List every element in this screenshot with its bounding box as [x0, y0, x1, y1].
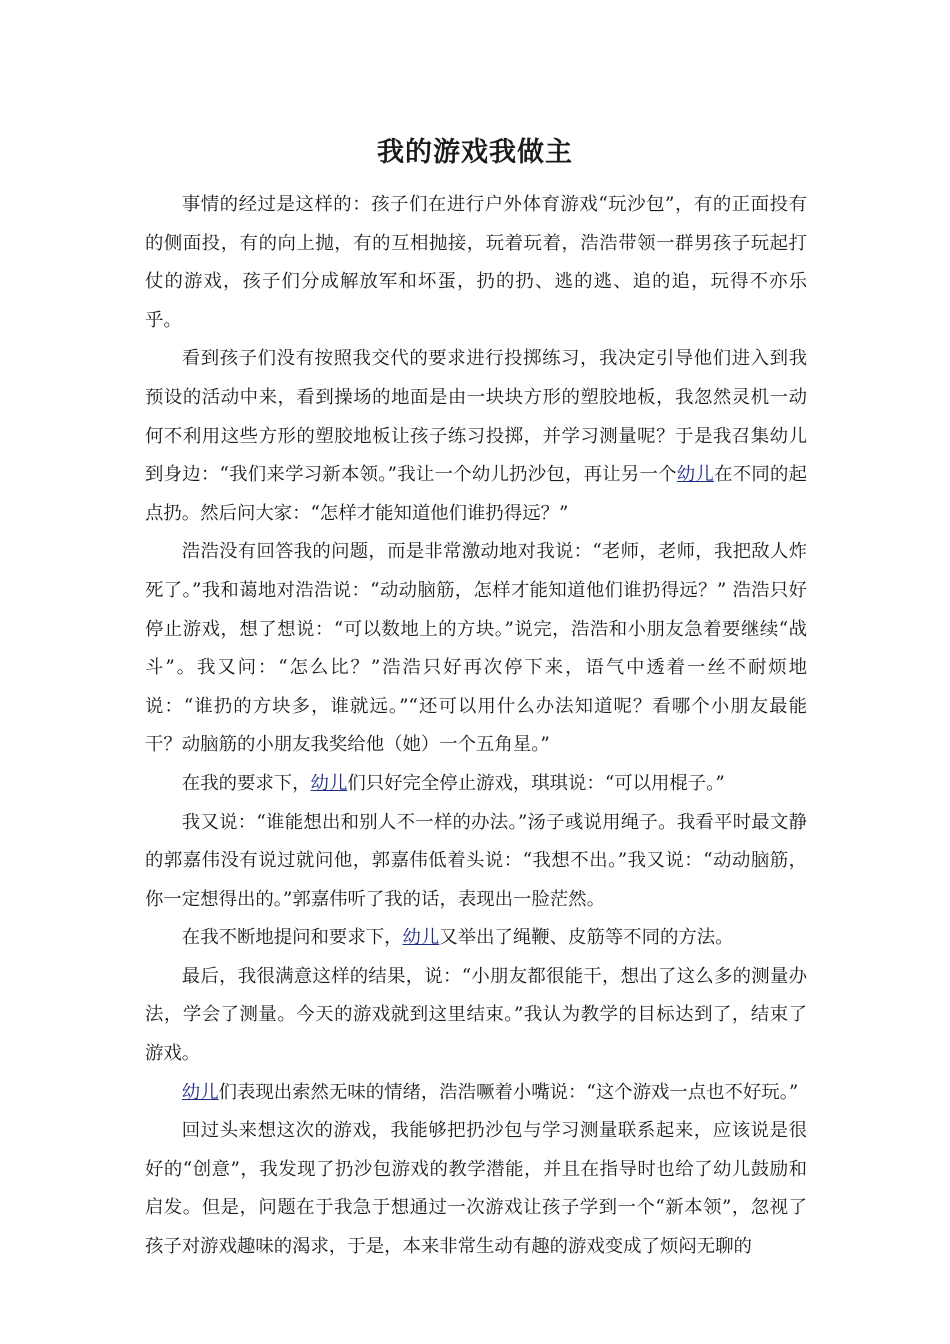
paragraph-text: 在我不断地提问和要求下，: [181, 927, 403, 949]
paragraph-text: 在我的要求下，: [181, 772, 311, 794]
paragraph-7: [145, 958, 807, 1074]
paragraph-6: [145, 919, 807, 958]
youer-link[interactable]: 幼儿: [310, 772, 348, 794]
paragraph-8: [145, 1074, 807, 1113]
paragraph-text: 我又说：“谁能想出和别人不一样的办法。”汤子彧说用绳子。我看平时最文静的郭嘉伟没有说过就问他，郭嘉伟低着头说：“我想不出。”我又说：“动动脑筋，你一定想得出的。”郭嘉伟听了我的话，表现出一脸茫然。: [145, 811, 807, 910]
paragraph-text: 看到孩子们没有按照我交代的要求进行投掷练习，我决定引导他们进入到我预设的活动中来，看到操场的地面是由一块块方形的塑胶地板，我忽然灵机一动何不利用这些方形的塑胶地板让孩子练习投掷，并学习测量呢？于是我召集幼儿到身边：“我们来学习新本领。”我让一个幼儿扔沙包，再让另一个: [145, 348, 807, 486]
paragraph-4: [145, 765, 807, 804]
paragraph-3: [145, 533, 807, 765]
paragraph-1: [145, 186, 807, 340]
paragraph-text: 事情的经过是这样的：孩子们在进行户外体育游戏“玩沙包”，有的正面投有的侧面投，有的向上抛，有的互相抛接，玩着玩着，浩浩带领一群男孩子玩起打仗的游戏，孩子们分成解放军和坏蛋，扔的扔、逃的逃、追的追，玩得不亦乐乎。: [145, 194, 807, 331]
page-title: 我的游戏我做主: [377, 137, 573, 168]
paragraph-9: [145, 1112, 807, 1266]
youer-link[interactable]: 幼儿: [676, 464, 715, 486]
paragraph-text: 浩浩没有回答我的问题，而是非常激动地对我说：“老师，老师，我把敌人炸死了。”我和蔼地对浩浩说：“动动脑筋，怎样才能知道他们谁扔得远？” 浩浩只好停止游戏，想了想说：“可以数地上的方块。”说完，浩浩和小朋友急着要继续“战斗”。我又问：“怎么比？”浩浩只好再次停下来，语气中透着一丝不耐烦地说：“谁扔的方块多，谁就远。”“还可以用什么办法知道呢？看哪个小朋友最能干？动脑筋的小朋友我奖给他（她）一个五角星。”: [145, 541, 807, 756]
youer-link[interactable]: 幼儿: [181, 1081, 219, 1103]
paragraph-5: [145, 804, 807, 920]
paragraph-text: 们只好完全停止游戏，琪琪说：“可以用棍子。”: [347, 772, 725, 794]
youer-link[interactable]: 幼儿: [402, 927, 440, 949]
paragraph-text: 在不同的起点扔。然后问大家：“怎样才能知道他们谁扔得远？”: [145, 464, 807, 524]
paragraph-text: 最后，我很满意这样的结果，说：“小朋友都很能干，想出了这么多的测量办法，学会了测量。今天的游戏就到这里结束。”我认为教学的目标达到了，结束了游戏。: [145, 965, 807, 1065]
paragraph-text: 又举出了绳鞭、皮筋等不同的方法。: [439, 927, 734, 949]
article-body: [145, 186, 807, 1267]
paragraph-text: 们表现出索然无味的情绪，浩浩噘着小嘴说：“这个游戏一点也不好玩。”: [218, 1081, 799, 1103]
paragraph-2: [145, 340, 807, 533]
paragraph-text: 回过头来想这次的游戏，我能够把扔沙包与学习测量联系起来，应该说是很好的“创意”，我发现了扔沙包游戏的教学潜能，并且在指导时也给了幼儿鼓励和启发。但是，问题在于我急于想通过一次游戏让孩子学到一个“新本领”，忽视了孩子对游戏趣味的渴求，于是，本来非常生动有趣的游戏变成了烦闷无聊的: [145, 1120, 807, 1258]
